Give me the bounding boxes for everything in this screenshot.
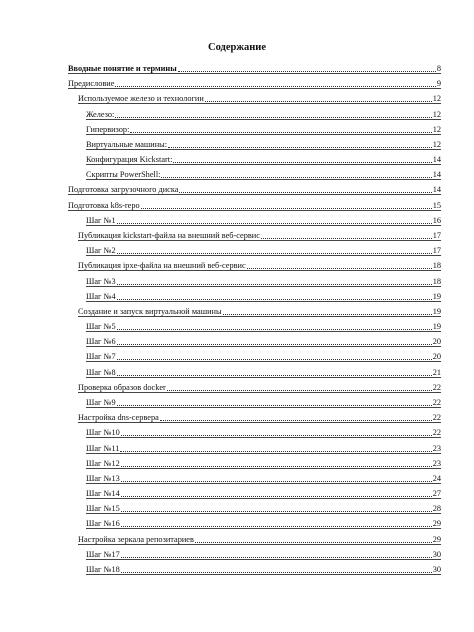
link-underline: [86, 179, 441, 180]
toc-entry-page: 15: [432, 200, 441, 210]
dot-leader: [121, 435, 432, 436]
toc-entry-label: Шаг №1: [86, 215, 116, 225]
toc-entry-label: Шаг №13: [86, 473, 120, 483]
toc-entry-label: Скрипты PowerShell:: [86, 170, 161, 180]
toc-entry-page: 21: [432, 367, 441, 377]
dot-leader: [141, 208, 432, 209]
link-underline: [86, 559, 441, 560]
toc-entry[interactable]: [78, 92, 441, 104]
toc-entry-label: Шаг №5: [86, 322, 116, 332]
toc-entry-page: 17: [432, 246, 441, 256]
link-underline: [86, 453, 441, 454]
toc-entry-page: 19: [432, 306, 441, 316]
toc-entry[interactable]: [86, 548, 441, 560]
toc-entry[interactable]: [86, 396, 441, 408]
link-underline: [86, 528, 441, 529]
toc-entry-label: Шаг №10: [86, 428, 120, 438]
link-underline: [68, 73, 441, 74]
toc-entry-label: Шаг №16: [86, 519, 120, 529]
dot-leader: [205, 101, 432, 102]
toc-entry-page: 17: [432, 230, 441, 240]
toc-entry-page: 22: [432, 428, 441, 438]
toc-entry-page: 24: [432, 473, 441, 483]
dot-leader: [117, 284, 432, 285]
link-underline: [86, 468, 441, 469]
toc-entry[interactable]: [86, 275, 441, 287]
dot-leader: [167, 390, 432, 391]
toc-entry-label: Шаг №8: [86, 367, 116, 377]
toc-entry[interactable]: [86, 366, 441, 378]
link-underline: [86, 331, 441, 332]
dot-leader: [117, 375, 432, 376]
page-title: Содержание: [208, 42, 266, 53]
toc-entry[interactable]: [86, 442, 441, 454]
toc-entry[interactable]: [86, 563, 441, 575]
link-underline: [86, 164, 441, 165]
dot-leader: [121, 466, 432, 467]
toc-entry-page: 23: [432, 458, 441, 468]
toc-entry[interactable]: [68, 77, 441, 89]
toc-entry-page: 22: [432, 413, 441, 423]
toc-entry-page: 19: [432, 291, 441, 301]
link-underline: [86, 119, 441, 120]
toc-entry-label: Подготовка k8s-repo: [68, 200, 140, 210]
link-underline: [86, 407, 441, 408]
toc-entry-page: 30: [432, 564, 441, 574]
link-underline: [68, 194, 441, 195]
dot-leader: [115, 86, 435, 87]
toc-entry[interactable]: [86, 517, 441, 529]
toc-entry[interactable]: [78, 259, 441, 271]
link-underline: [68, 210, 441, 211]
toc-entry-label: Публикация kickstart-файла на внешний веб-сервис: [78, 230, 260, 240]
dot-leader: [121, 481, 432, 482]
link-underline: [86, 225, 441, 226]
link-underline: [68, 88, 441, 89]
toc-entry-label: Используемое железо и технологии: [78, 94, 204, 104]
toc-entry[interactable]: [86, 457, 441, 469]
dot-leader: [173, 162, 431, 163]
dot-leader: [117, 344, 432, 345]
toc-entry[interactable]: [86, 502, 441, 514]
toc-entry-label: Гипервизор:: [86, 124, 130, 134]
toc-entry-page: 20: [432, 337, 441, 347]
dot-leader: [195, 542, 432, 543]
toc-entry-label: Подготовка загрузочного диска: [68, 185, 179, 195]
toc-entry[interactable]: [86, 472, 441, 484]
link-underline: [78, 316, 441, 317]
toc-entry-page: 29: [432, 534, 441, 544]
toc-entry[interactable]: [86, 320, 441, 332]
toc-entry[interactable]: [78, 411, 441, 423]
toc-entry-page: 28: [432, 504, 441, 514]
dot-leader: [130, 132, 431, 133]
dot-leader: [261, 238, 432, 239]
link-underline: [78, 392, 441, 393]
dot-leader: [117, 359, 432, 360]
toc-entry-page: 29: [432, 519, 441, 529]
toc-entry[interactable]: [86, 168, 441, 180]
toc-entry-page: 19: [432, 322, 441, 332]
toc-entry-page: 14: [432, 170, 441, 180]
dot-leader: [247, 268, 432, 269]
toc-entry-label: Шаг №7: [86, 352, 116, 362]
link-underline: [78, 240, 441, 241]
toc-entry-label: Создание и запуск виртуальной машины: [78, 306, 222, 316]
toc-entry-page: 27: [432, 489, 441, 499]
dot-leader: [117, 299, 432, 300]
toc-entry-label: Шаг №2: [86, 246, 116, 256]
toc-entry-page: 12: [432, 124, 441, 134]
toc-entry-label: Шаг №6: [86, 337, 116, 347]
toc-entry-page: 23: [432, 443, 441, 453]
dot-leader: [117, 253, 432, 254]
dot-leader: [121, 572, 432, 573]
toc-entry[interactable]: [78, 533, 441, 545]
toc-entry-page: 18: [432, 261, 441, 271]
dot-leader: [121, 526, 432, 527]
link-underline: [78, 544, 441, 545]
toc-entry-page: 16: [432, 215, 441, 225]
dot-leader: [117, 223, 432, 224]
dot-leader: [178, 71, 436, 72]
link-underline: [86, 483, 441, 484]
toc-entry[interactable]: [68, 62, 441, 74]
toc-entry-label: Виртуальные машины:: [86, 139, 168, 149]
toc-entry[interactable]: [68, 183, 441, 195]
toc-entry-page: 9: [436, 79, 441, 89]
toc-entry[interactable]: [86, 426, 441, 438]
link-underline: [86, 346, 441, 347]
toc-entry-label: Настройка зеркала репозитариев: [78, 534, 194, 544]
toc-entry[interactable]: [86, 108, 441, 120]
link-underline: [86, 513, 441, 514]
link-underline: [86, 574, 441, 575]
toc-entry-page: 30: [432, 549, 441, 559]
toc-entry[interactable]: [86, 244, 441, 256]
link-underline: [78, 103, 441, 104]
toc-entry-label: Шаг №14: [86, 489, 120, 499]
toc-entry-label: Конфигурация Kickstart:: [86, 155, 173, 165]
toc-entry-page: 12: [432, 94, 441, 104]
toc-entry-label: Публикация ipxe-файла на внешний веб-сервис: [78, 261, 246, 271]
toc-entry[interactable]: [78, 381, 441, 393]
link-underline: [86, 286, 441, 287]
toc-entry-page: 12: [432, 139, 441, 149]
toc-entry-page: 12: [432, 109, 441, 119]
toc-entry-label: Вводные понятие и термины: [68, 64, 177, 73]
link-underline: [86, 377, 441, 378]
toc-entry[interactable]: [86, 153, 441, 165]
toc-entry-page: 22: [432, 397, 441, 407]
toc-entry[interactable]: [78, 229, 441, 241]
toc-entry-label: Шаг №9: [86, 397, 116, 407]
toc-entry-label: Шаг №18: [86, 564, 120, 574]
toc-entry-label: Проверка образов docker: [78, 382, 166, 392]
dot-leader: [161, 177, 431, 178]
dot-leader: [223, 314, 432, 315]
toc-entry-label: Шаг №12: [86, 458, 120, 468]
toc-entry-label: Шаг №3: [86, 276, 116, 286]
toc-entry-label: Шаг №17: [86, 549, 120, 559]
toc-entry-page: 8: [436, 64, 441, 73]
dot-leader: [121, 496, 432, 497]
toc-entry-page: 18: [432, 276, 441, 286]
toc-entry[interactable]: [86, 214, 441, 226]
toc-entry-label: Предисловие: [68, 79, 115, 89]
toc-entry-label: Шаг №15: [86, 504, 120, 514]
dot-leader: [168, 147, 432, 148]
toc-entry[interactable]: [86, 123, 441, 135]
dot-leader: [179, 192, 431, 193]
link-underline: [86, 498, 441, 499]
toc-entry[interactable]: [86, 487, 441, 499]
toc-entry-page: 14: [432, 185, 441, 195]
toc-entry-label: Шаг №4: [86, 291, 116, 301]
toc-entry[interactable]: [86, 350, 441, 362]
toc-entry[interactable]: [78, 305, 441, 317]
toc-entry-page: 20: [432, 352, 441, 362]
dot-leader: [121, 511, 432, 512]
link-underline: [86, 437, 441, 438]
toc-entry-label: Настройка dns-сервера: [78, 413, 159, 423]
link-underline: [86, 134, 441, 135]
toc-entry[interactable]: [86, 290, 441, 302]
toc-entry-page: 14: [432, 155, 441, 165]
dot-leader: [117, 329, 432, 330]
dot-leader: [121, 557, 432, 558]
dot-leader: [117, 405, 432, 406]
dot-leader: [160, 420, 432, 421]
link-underline: [86, 301, 441, 302]
link-underline: [86, 361, 441, 362]
link-underline: [78, 422, 441, 423]
toc-entry-label: Железо:: [86, 109, 115, 119]
toc-entry[interactable]: [68, 199, 441, 211]
toc-entry-label: Шаг №11: [86, 443, 120, 453]
toc-entry-page: 22: [432, 382, 441, 392]
toc-entry[interactable]: [86, 138, 441, 150]
link-underline: [86, 149, 441, 150]
link-underline: [78, 270, 441, 271]
dot-leader: [120, 451, 431, 452]
toc-entry[interactable]: [86, 335, 441, 347]
link-underline: [86, 255, 441, 256]
dot-leader: [115, 117, 431, 118]
